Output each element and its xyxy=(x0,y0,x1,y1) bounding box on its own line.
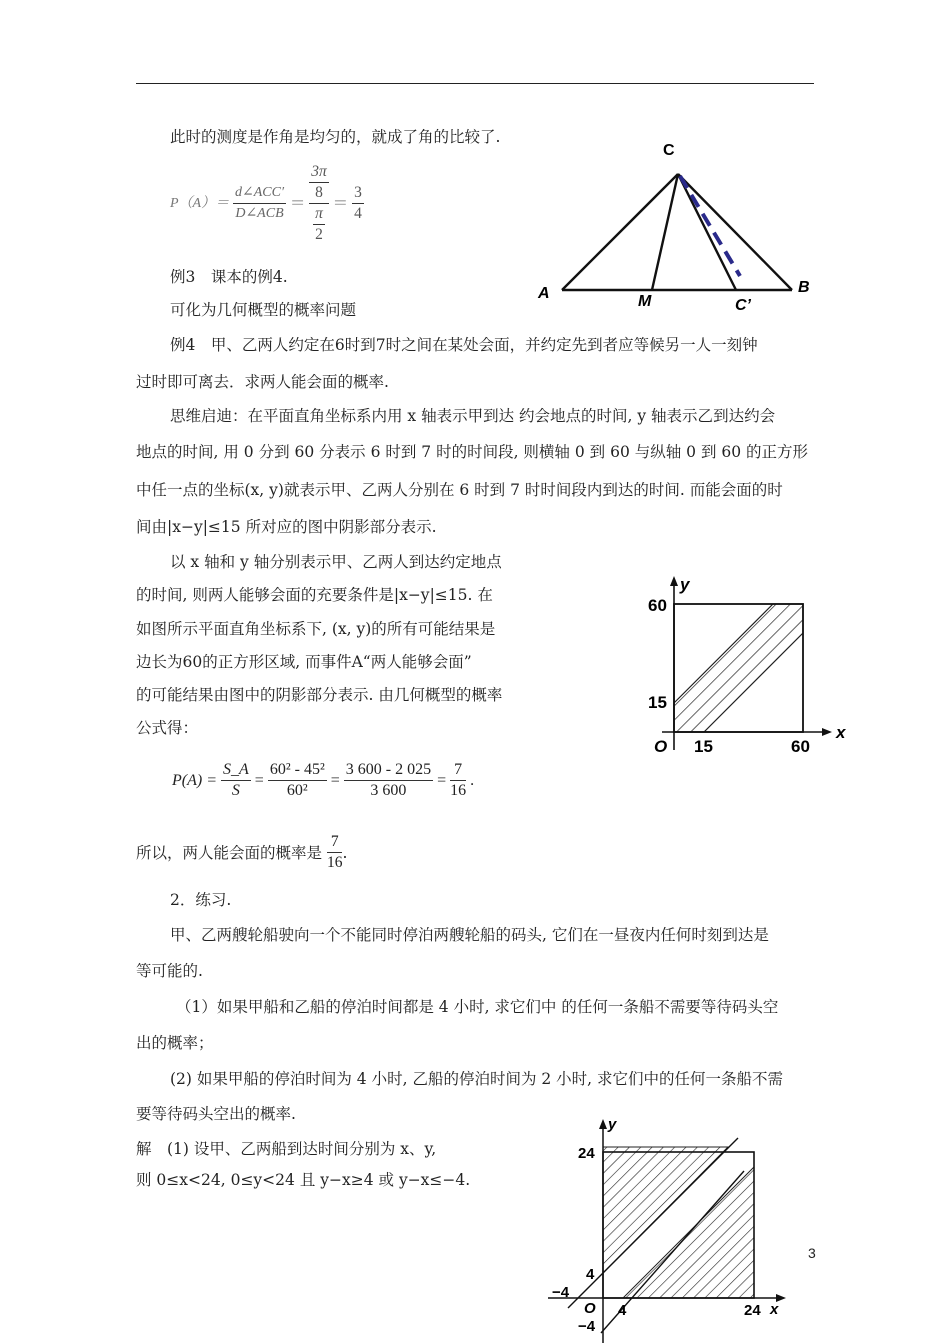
formula1-num: d∠ACC′ xyxy=(233,183,286,204)
conclusion-line: 所以，两人能会面的概率是 $\frac{7}{16}$ . xyxy=(136,833,348,871)
conclusion-den: 16 xyxy=(326,854,343,871)
label-b: B xyxy=(798,279,810,296)
header-rule xyxy=(136,83,814,84)
solution-line-2: 的时间, 则两人能够会面的充要条件是|x−y|≤15. 在 xyxy=(136,586,493,604)
formula2-d4: 16 xyxy=(450,782,467,799)
graph1-origin: O xyxy=(654,737,668,756)
graph2-x24: 24 xyxy=(744,1302,761,1319)
intro-line: 此时的测度是作角是均匀的，就成了角的比较了. xyxy=(170,128,501,146)
q2-line-2: 要等待码头空出的概率. xyxy=(136,1105,296,1123)
formula2-frac2 xyxy=(268,760,327,801)
segment-cm xyxy=(652,174,678,290)
label-m: M xyxy=(638,293,652,310)
formula2-n3: 3 600 - 2 025 xyxy=(344,760,433,781)
segment-cc-prime xyxy=(678,174,736,290)
graph2-y-label: y xyxy=(608,1116,617,1133)
triangle-figure xyxy=(530,138,820,313)
formula2-n4: 7 xyxy=(450,760,466,781)
graph2-y-neg4: −4 xyxy=(578,1318,596,1335)
example3-note: 可化为几何概型的概率问题 xyxy=(170,301,357,319)
formula1-den: D∠ACB xyxy=(235,206,284,221)
hint-line-3: 中任一点的坐标(x, y)就表示甲、乙两人分别在 6 时到 7 时时间段内到达的时间. 而能会面的时 xyxy=(136,481,783,499)
solution-line-4: 边长为60的正方形区域, 而事件A“两人能够会面” xyxy=(136,653,472,671)
solution-line-3: 如图所示平面直角坐标系下, (x, y)的所有可能结果是 xyxy=(136,620,496,638)
hint-line-2: 地点的时间, 用 0 分到 60 分表示 6 时到 7 时的时间段, 则横轴 0 到 60 与纵轴 0 到 60 的正方形 xyxy=(136,443,809,461)
page-number: 3 xyxy=(808,1245,816,1261)
formula1-result xyxy=(352,183,364,224)
formula1-frac xyxy=(233,183,286,224)
graph2-origin: O xyxy=(584,1300,596,1317)
exercise-heading: 2．练习. xyxy=(170,891,232,909)
graph1-y15: 15 xyxy=(648,693,667,712)
formula1-inner-den: π xyxy=(313,204,325,225)
example4-line2: 过时即可离去．求两人能会面的概率. xyxy=(136,373,389,391)
formula2-d3: 3 600 xyxy=(370,782,407,799)
graph1-y60: 60 xyxy=(648,596,667,615)
y-arrow-2 xyxy=(599,1119,607,1129)
conclusion-num: 7 xyxy=(327,832,343,853)
example4-line1: 例4 甲、乙两人约定在6时到7时之间在某处会面，并约定先到者应等候另一人一刻钟 xyxy=(170,336,758,354)
formula2-d2: 60² xyxy=(286,782,308,799)
exercise-line-2: 等可能的. xyxy=(136,962,203,980)
formula-pa-angle xyxy=(170,162,364,245)
formula1-result-num: 3 xyxy=(352,183,364,204)
answer-line-2: 则 0≤x<24, 0≤y<24 且 y−x≥4 或 y−x≤−4. xyxy=(136,1171,471,1189)
ship-graph xyxy=(548,1115,798,1344)
graph1-x60: 60 xyxy=(791,737,810,756)
formula2-tail: . xyxy=(470,771,475,789)
conclusion-frac xyxy=(327,832,343,873)
dashed-arc-line xyxy=(680,176,740,276)
graph2-x-label: x xyxy=(770,1301,779,1318)
formula1-inner-num2: 8 xyxy=(315,184,323,201)
formula2-lhs: P(A) = xyxy=(172,771,217,789)
answer-line-1: 解 (1) 设甲、乙两船到达时间分别为 x、y, xyxy=(136,1140,437,1158)
graph2-y4: 4 xyxy=(586,1266,595,1283)
y-arrow xyxy=(670,576,678,586)
solution-line-6: 公式得： xyxy=(136,719,199,737)
exercise-line-1: 甲、乙两艘轮船驶向一个不能同时停泊两艘轮船的码头, 它们在一昼夜内任何时刻到达是 xyxy=(170,926,769,944)
formula1-result-den: 4 xyxy=(354,205,362,222)
formula2-frac1 xyxy=(221,760,251,801)
graph1-x15: 15 xyxy=(694,737,713,756)
shaded-region xyxy=(674,604,803,732)
solution-line-1: 以 x 轴和 y 轴分别表示甲、乙两人到达约定地点 xyxy=(170,553,502,571)
graph2-x4: 4 xyxy=(618,1302,627,1319)
formula2-d1: S xyxy=(231,782,240,799)
label-c-prime: C’ xyxy=(735,297,751,313)
formula2-frac4 xyxy=(450,760,466,801)
x-arrow xyxy=(822,728,832,736)
side-cb xyxy=(678,174,792,290)
side-ac xyxy=(562,174,678,290)
formula1-inner-den2: 2 xyxy=(315,226,323,243)
formula1-eq1: ＝ xyxy=(289,194,306,212)
formula2-n2: 60² - 45² xyxy=(268,760,327,781)
example3-line: 例3 课本的例4. xyxy=(170,268,288,286)
formula1-inner-num: 3π xyxy=(309,162,329,183)
hint-line-4: 间由|x−y|≤15 所对应的图中阴影部分表示. xyxy=(136,518,437,536)
q1-line-1: （1）如果甲船和乙船的停泊时间都是 4 小时, 求它们中 的任何一条船不需要等待码头空 xyxy=(176,998,779,1016)
graph1-y-label: y xyxy=(680,575,690,594)
label-a: A xyxy=(538,285,550,302)
graph2-y24: 24 xyxy=(578,1145,595,1162)
formula-pa-area: P(A) = $\frac{S\_A}{S}$ = $\frac{\text{60² - 45²}}{\text{60²}}$ = $\frac{3 600 - 2 025}{3 600}$ = $\frac{7}{16}$ . xyxy=(172,761,475,799)
formula1-complex-frac xyxy=(309,162,329,245)
formula1-lhs: P（A）＝ xyxy=(170,195,230,211)
meeting-graph xyxy=(640,570,860,760)
conclusion-text: 所以，两人能会面的概率是 xyxy=(136,843,323,862)
formula2-n1: S_A xyxy=(221,760,251,781)
hint-line-1: 思维启迪：在平面直角坐标系内用 x 轴表示甲到达 约会地点的时间, y 轴表示乙到达约会 xyxy=(170,407,776,425)
solution-line-5: 的可能结果由图中的阴影部分表示. 由几何概型的概率 xyxy=(136,686,503,704)
formula1-eq2: ＝ xyxy=(332,194,349,212)
graph2-x-neg4: −4 xyxy=(552,1284,570,1301)
q2-line-1: (2) 如果甲船的停泊时间为 4 小时, 乙船的停泊时间为 2 小时, 求它们中的任何一条船不需 xyxy=(170,1070,784,1088)
q1-line-2: 出的概率； xyxy=(136,1034,214,1052)
label-c: C xyxy=(663,142,675,159)
graph1-x-label: x xyxy=(836,723,846,742)
formula2-frac3 xyxy=(344,760,433,801)
